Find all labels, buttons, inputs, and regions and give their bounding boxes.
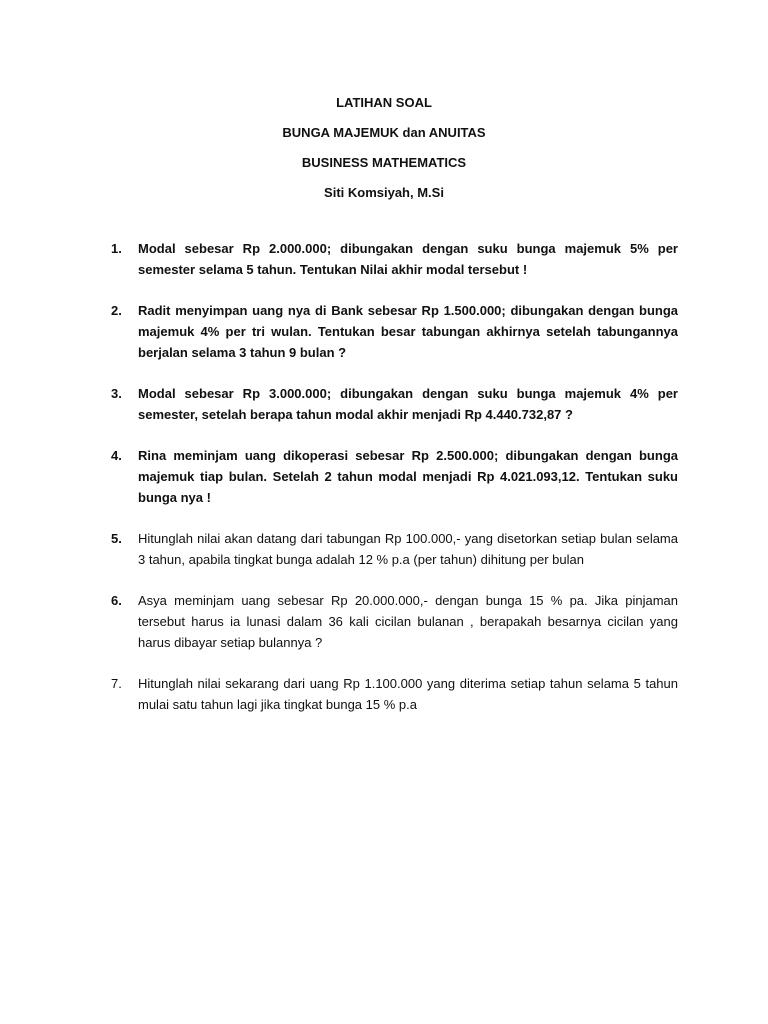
question-text: Rina meminjam uang dikoperasi sebesar Rp 2.500.000; dibungakan dengan bunga majemuk tiap bulan. Setelah 2 tahun modal menjadi Rp 4.021.093,12. Tentukan suku bunga nya ! [138,448,678,505]
question-item [108,528,678,570]
document-course: BUSINESS MATHEMATICS [301,155,467,170]
question-item [108,445,678,508]
question-item [108,383,678,425]
question-text: Radit menyimpan uang nya di Bank sebesar Rp 1.500.000; dibungakan dengan bunga majemuk 4% per tri wulan. Tentukan besar tabungan akhirnya setelah tabungannya berjalan selama 3 tahun 9 bulan ? [138,303,678,360]
question-number: 2. [111,303,122,318]
question-number: 4. [111,448,122,463]
question-number: 5. [111,531,122,546]
question-number: 3. [111,386,122,401]
question-text: Modal sebesar Rp 2.000.000; dibungakan dengan suku bunga majemuk 5% per semester selama 5 tahun. Tentukan Nilai akhir modal tersebut ! [138,241,678,277]
question-list [108,238,678,735]
document-author: Siti Komsiyah, M.Si [324,185,444,200]
document-topic: BUNGA MAJEMUK dan ANUITAS [282,125,486,140]
question-number: 1. [111,241,122,256]
question-item [108,673,678,715]
question-item [108,300,678,363]
question-number: 6. [111,593,122,608]
question-number: 7. [111,676,122,691]
document-header [0,94,768,214]
question-text: Asya meminjam uang sebesar Rp 20.000.000,- dengan bunga 15 % pa. Jika pinjaman tersebut harus ia lunasi dalam 36 kali cicilan bulanan , berapakah besarnya cicilan yang harus dibayar setiap bulannya ? [138,593,678,650]
question-item [108,590,678,653]
question-text: Hitunglah nilai akan datang dari tabungan Rp 100.000,- yang disetorkan setiap bulan selama 3 tahun, apabila tingkat bunga adalah 12 % p.a (per tahun) dihitung per bulan [138,531,678,567]
question-item [108,238,678,280]
question-text: Hitunglah nilai sekarang dari uang Rp 1.100.000 yang diterima setiap tahun selama 5 tahun mulai satu tahun lagi jika tingkat bunga 15 % p.a [138,676,678,712]
question-text: Modal sebesar Rp 3.000.000; dibungakan dengan suku bunga majemuk 4% per semester, setelah berapa tahun modal akhir menjadi Rp 4.440.732,87 ? [138,386,678,422]
document-title: LATIHAN SOAL [336,95,432,110]
